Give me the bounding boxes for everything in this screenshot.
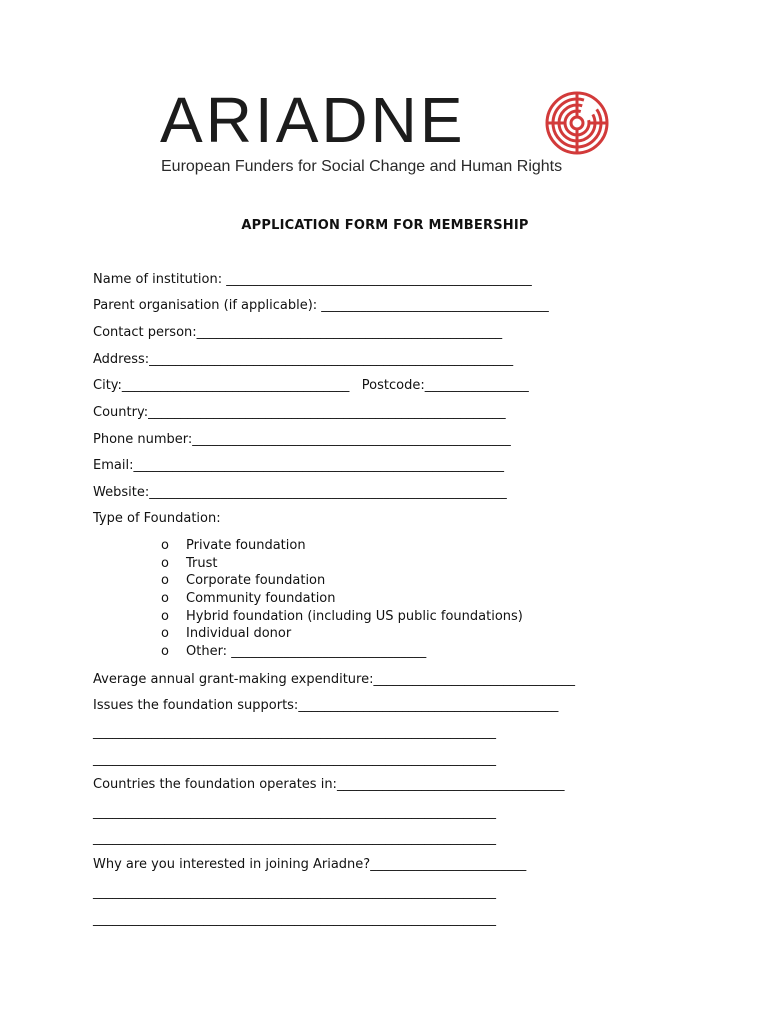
field-country[interactable]: Country:_______________________________________________________	[93, 405, 506, 420]
option-corporate-foundation[interactable]	[161, 572, 523, 590]
field-phone-number[interactable]: Phone number:_________________________________________________	[93, 432, 511, 447]
bullet-icon: o	[161, 555, 169, 571]
bullet-icon: o	[161, 573, 169, 589]
blank-line[interactable]: ______________________________________________________________	[93, 831, 496, 846]
field-city-postcode[interactable]: City:___________________________________ Postcode:________________	[93, 378, 529, 393]
type-of-foundation-label: Type of Foundation:	[93, 511, 221, 526]
option-label: Other: ______________________________	[186, 644, 427, 660]
bullet-icon: o	[161, 644, 169, 660]
option-label: Trust	[186, 555, 218, 571]
option-community-foundation[interactable]	[161, 590, 523, 608]
logo-tagline: European Funders for Social Change and Human Rights	[161, 158, 563, 175]
field-interest-in-joining[interactable]: Why are you interested in joining Ariadne?________________________	[93, 857, 527, 872]
field-email[interactable]: Email:_________________________________________________________	[93, 458, 504, 473]
option-individual-donor[interactable]	[161, 625, 523, 643]
bullet-icon: o	[161, 626, 169, 642]
option-label: Hybrid foundation (including US public foundations)	[186, 608, 523, 624]
field-issues-supported[interactable]: Issues the foundation supports:________________________________________	[93, 698, 559, 713]
labyrinth-icon	[544, 90, 610, 156]
blank-line[interactable]: ______________________________________________________________	[93, 752, 496, 767]
blank-line[interactable]: ______________________________________________________________	[93, 885, 496, 900]
option-label: Individual donor	[186, 626, 292, 642]
field-contact-person[interactable]: Contact person:_______________________________________________	[93, 325, 503, 340]
option-label: Community foundation	[186, 591, 336, 607]
bullet-icon: o	[161, 591, 169, 607]
field-address[interactable]: Address:________________________________________________________	[93, 352, 514, 367]
option-private-foundation[interactable]	[161, 537, 523, 555]
field-parent-organisation[interactable]: Parent organisation (if applicable): ___________________________________	[93, 298, 549, 313]
logo-wordmark: ARIADNE	[160, 84, 466, 156]
blank-line[interactable]: ______________________________________________________________	[93, 912, 496, 927]
option-label: Private foundation	[186, 538, 306, 553]
ariadne-logo	[160, 84, 620, 180]
option-other[interactable]	[161, 643, 523, 661]
option-hybrid-foundation[interactable]	[161, 608, 523, 626]
bullet-icon: o	[161, 608, 169, 624]
option-label: Corporate foundation	[186, 573, 326, 589]
field-website[interactable]: Website:_______________________________________________________	[93, 485, 507, 500]
field-grant-making-expenditure[interactable]: Average annual grant-making expenditure:_______________________________	[93, 672, 575, 687]
field-countries-of-operation[interactable]: Countries the foundation operates in:___________________________________	[93, 777, 565, 792]
option-trust[interactable]	[161, 555, 523, 573]
blank-line[interactable]: ______________________________________________________________	[93, 725, 496, 740]
foundation-type-options	[161, 537, 523, 661]
field-name-of-institution[interactable]: Name of institution: _______________________________________________	[93, 272, 532, 287]
bullet-icon: o	[161, 538, 169, 553]
blank-line[interactable]: ______________________________________________________________	[93, 805, 496, 820]
form-title: APPLICATION FORM FOR MEMBERSHIP	[241, 218, 529, 233]
